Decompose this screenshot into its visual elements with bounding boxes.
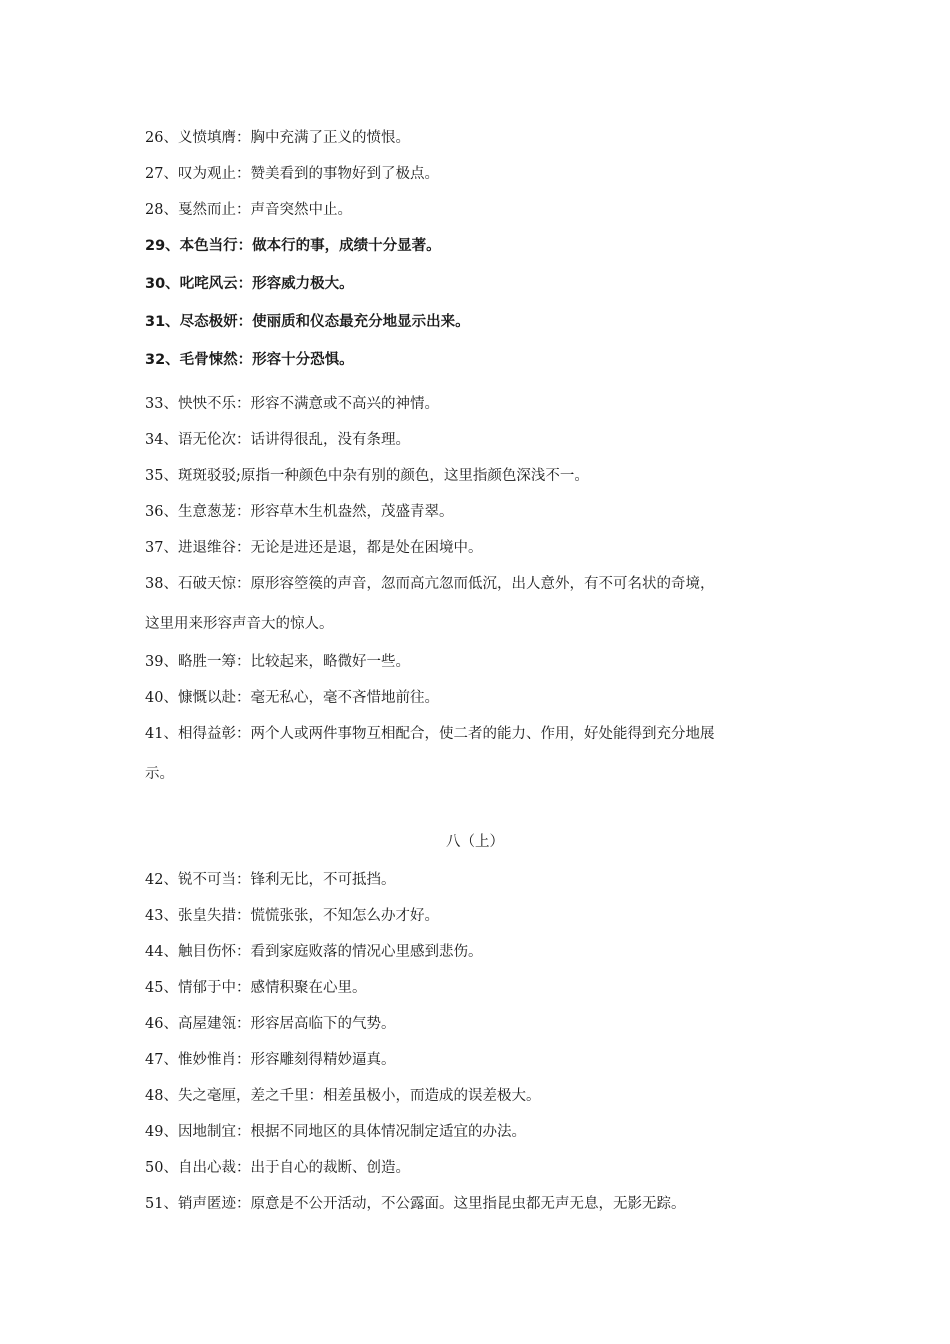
idiom-entry: 51、销声匿迹：原意是不公开活动，不公露面。这里指昆虫都无声无息，无影无踪。: [145, 1196, 686, 1212]
idiom-entry: 32、毛骨悚然：形容十分恐惧。: [145, 352, 354, 368]
idiom-entry: 示。: [145, 766, 174, 782]
idiom-entry: 43、张皇失措：慌慌张张，不知怎么办才好。: [145, 908, 439, 924]
idiom-entry: 50、自出心裁：出于自心的裁断、创造。: [145, 1160, 410, 1176]
idiom-entry: 29、本色当行：做本行的事，成绩十分显著。: [145, 238, 441, 254]
idiom-entry: 47、惟妙惟肖：形容雕刻得精妙逼真。: [145, 1052, 396, 1068]
idiom-entry: 35、斑斑驳驳;原指一种颜色中杂有别的颜色，这里指颜色深浅不一。: [145, 468, 589, 484]
idiom-entry: 49、因地制宜：根据不同地区的具体情况制定适宜的办法。: [145, 1124, 526, 1140]
idiom-entry: 33、怏怏不乐：形容不满意或不高兴的神情。: [145, 396, 439, 412]
idiom-entry: 31、尽态极妍：使丽质和仪态最充分地显示出来。: [145, 314, 470, 330]
idiom-entry: 27、叹为观止：赞美看到的事物好到了极点。: [145, 166, 439, 182]
idiom-entry: 39、略胜一筹：比较起来，略微好一些。: [145, 654, 410, 670]
idiom-entry: 36、生意葱茏：形容草木生机盎然，茂盛青翠。: [145, 504, 454, 520]
idiom-entry: 44、触目伤怀：看到家庭败落的情况心里感到悲伤。: [145, 944, 483, 960]
idiom-entry: 34、语无伦次：话讲得很乱，没有条理。: [145, 432, 410, 448]
idiom-entry: 28、戛然而止：声音突然中止。: [145, 202, 352, 218]
section-heading: 八（上）: [446, 834, 504, 850]
idiom-entry: 41、相得益彰：两个人或两件事物互相配合，使二者的能力、作用，好处能得到充分地展: [145, 726, 715, 742]
idiom-entry: 26、义愤填膺：胸中充满了正义的愤恨。: [145, 130, 410, 146]
idiom-entry: 这里用来形容声音大的惊人。: [145, 616, 334, 632]
idiom-entry: 46、高屋建瓴：形容居高临下的气势。: [145, 1016, 396, 1032]
idiom-entry: 40、慷慨以赴：毫无私心，毫不吝惜地前往。: [145, 690, 439, 706]
idiom-entry: 42、锐不可当：锋利无比，不可抵挡。: [145, 872, 396, 888]
idiom-entry: 30、叱咤风云：形容威力极大。: [145, 276, 354, 292]
idiom-entry: 48、失之毫厘，差之千里：相差虽极小，而造成的误差极大。: [145, 1088, 541, 1104]
idiom-entry: 38、石破天惊：原形容箜篌的声音，忽而高亢忽而低沉，出人意外，有不可名状的奇境，: [145, 576, 715, 592]
idiom-entry: 37、进退维谷：无论是进还是退，都是处在困境中。: [145, 540, 483, 556]
idiom-entry: 45、情郁于中：感情积聚在心里。: [145, 980, 367, 996]
